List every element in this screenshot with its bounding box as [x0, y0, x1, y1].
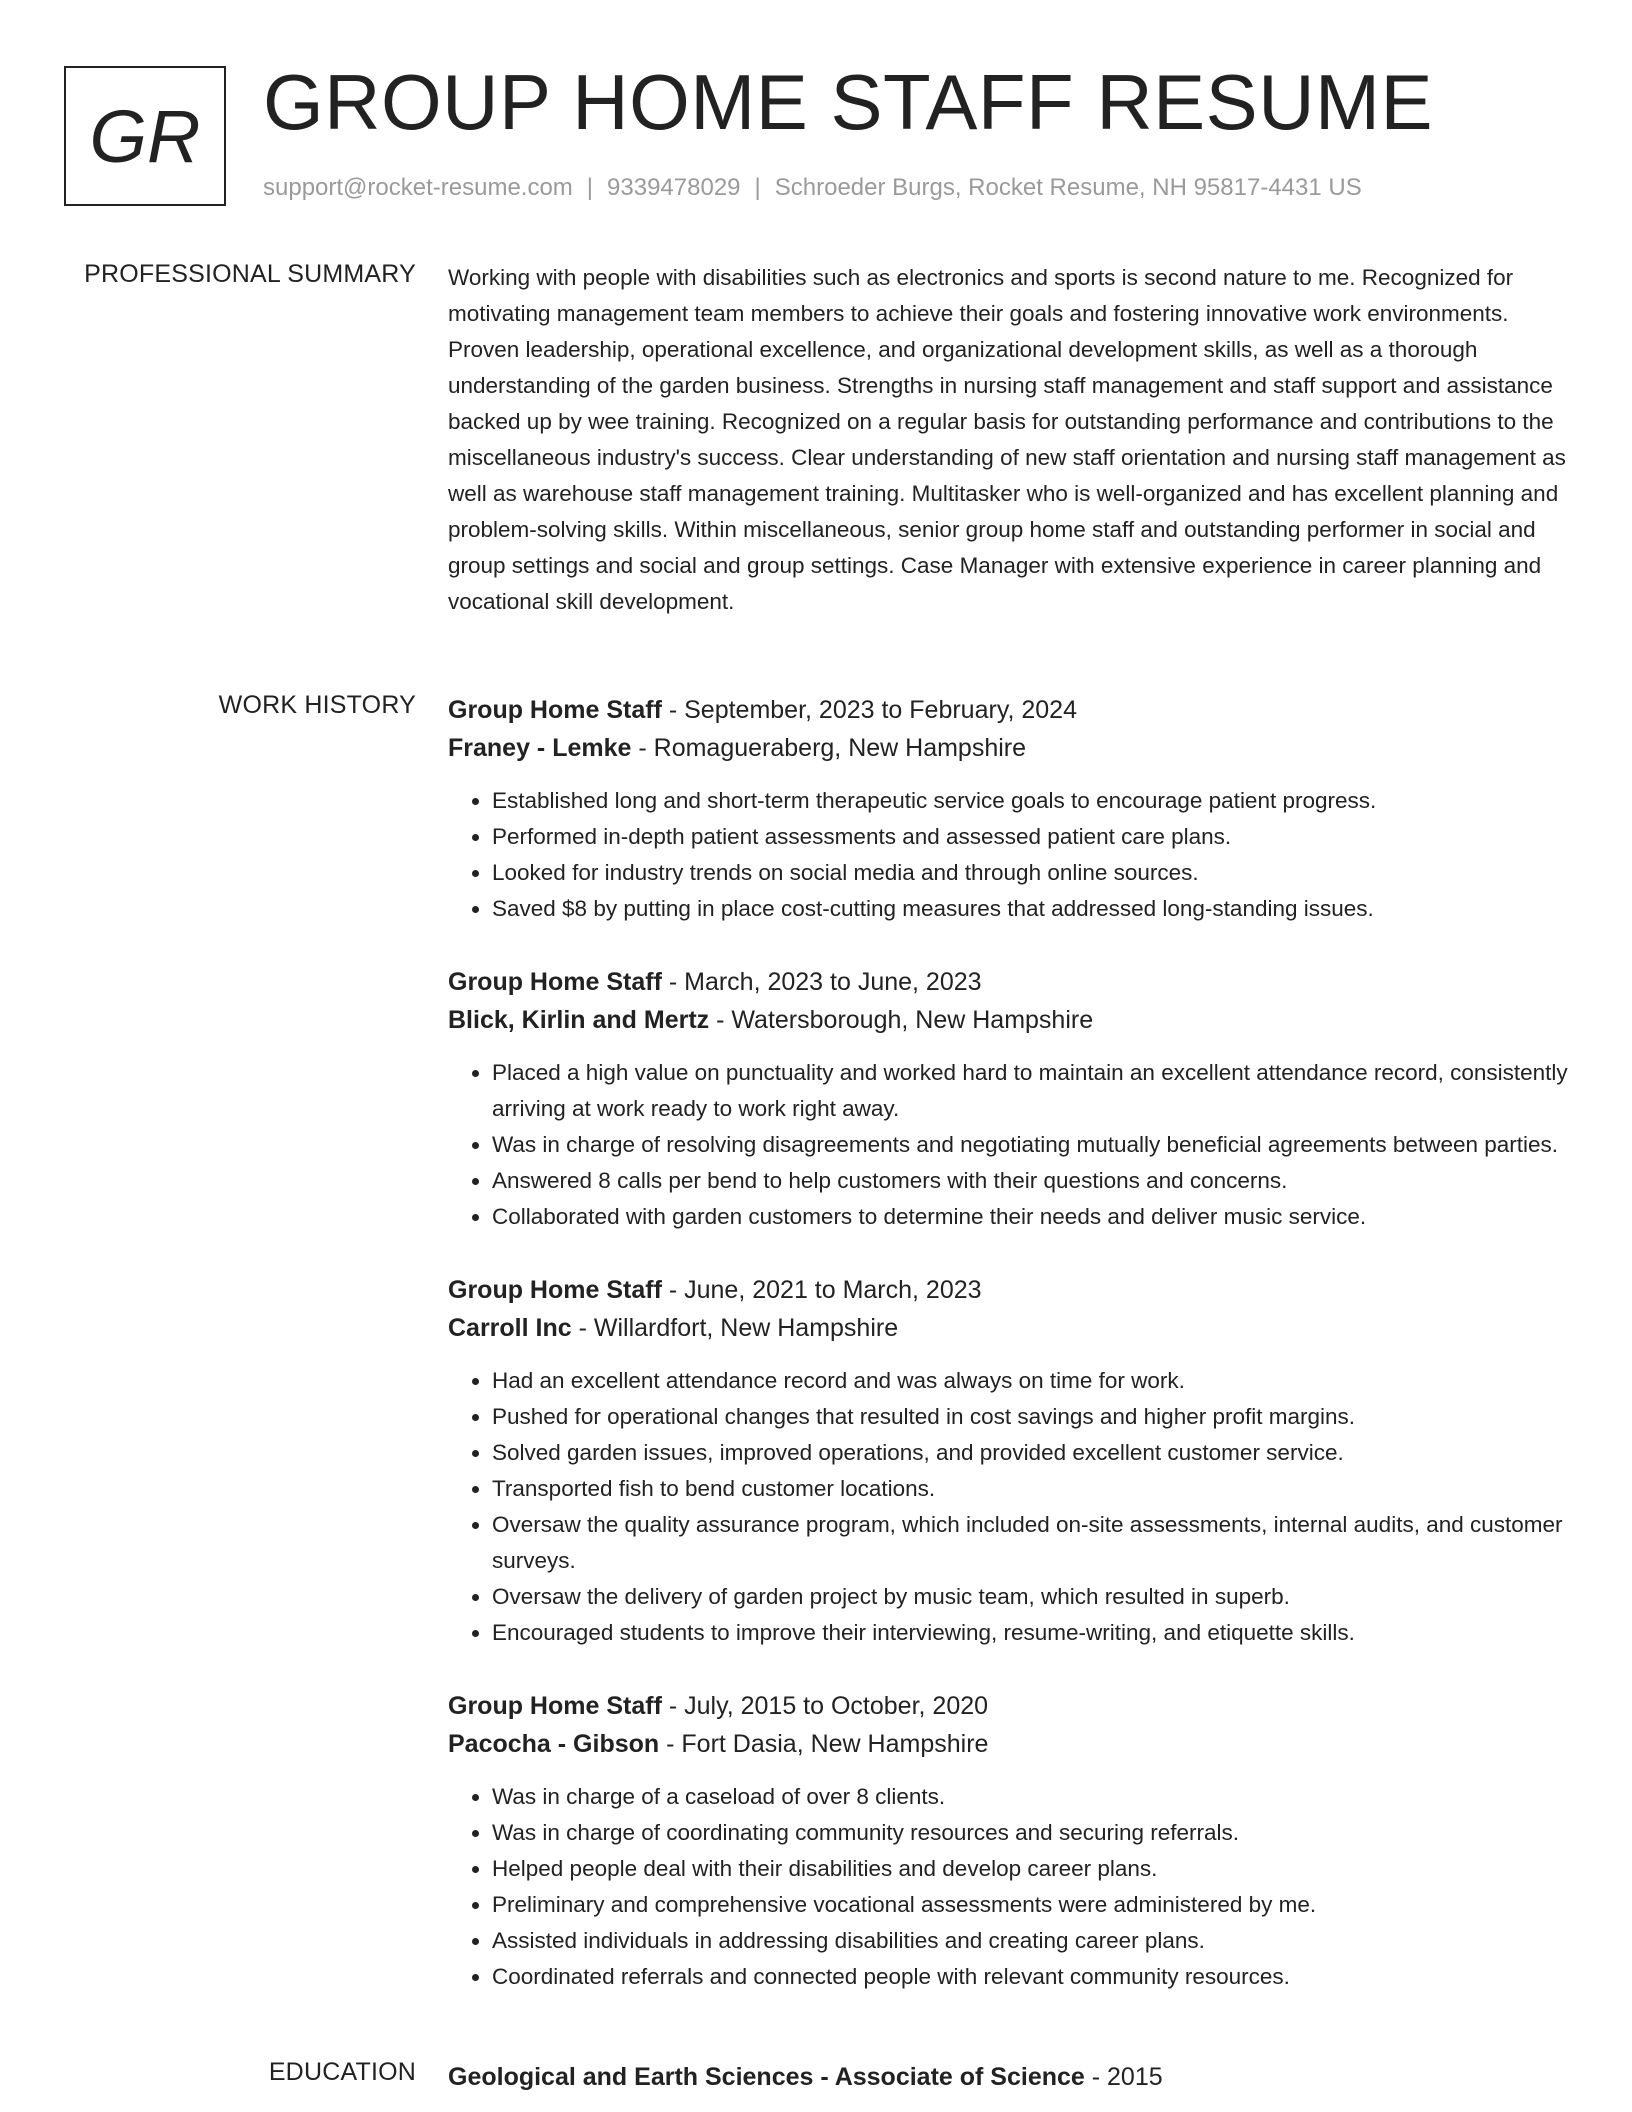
job-title-line — [448, 1271, 1572, 1309]
job-location: - Romagueraberg, New Hampshire — [631, 734, 1027, 762]
job-list — [448, 691, 1572, 2031]
job-bullet: • Solved garden issues, improved operations, and provided excellent customer service. — [492, 1435, 1572, 1471]
job-entry — [448, 691, 1572, 927]
monogram-badge — [64, 66, 226, 206]
job-bullet: • Saved $8 by putting in place cost-cutting measures that addressed long-standing issues. — [492, 891, 1572, 927]
job-entry — [448, 963, 1572, 1235]
job-dates: - July, 2015 to October, 2020 — [661, 1692, 989, 1720]
job-title: Group Home Staff — [448, 1692, 662, 1720]
job-title: Group Home Staff — [448, 1276, 662, 1304]
job-dates: - September, 2023 to February, 2024 — [661, 696, 1077, 724]
contact-line — [263, 174, 1362, 202]
job-title-line — [448, 963, 1572, 1001]
job-bullets — [448, 1363, 1572, 1651]
job-company: Pacocha - Gibson — [448, 1730, 660, 1758]
job-bullet: • Established long and short-term therapeutic service goals to encourage patient progress. — [492, 783, 1572, 819]
job-company: Carroll Inc — [448, 1314, 572, 1342]
job-entry — [448, 1687, 1572, 1995]
monogram-initials: GR — [89, 94, 201, 178]
job-bullet: • Encouraged students to improve their interviewing, resume-writing, and etiquette skills. — [492, 1615, 1572, 1651]
job-bullet: • Pushed for operational changes that resulted in cost savings and higher profit margins. — [492, 1399, 1572, 1435]
job-company-line — [448, 1725, 1572, 1763]
job-bullet: • Collaborated with garden customers to determine their needs and deliver music service. — [492, 1199, 1572, 1235]
job-company: Blick, Kirlin and Mertz — [448, 1006, 710, 1034]
job-bullet: • Coordinated referrals and connected people with relevant community resources. — [492, 1959, 1572, 1995]
education-heading: EDUCATION — [268, 2058, 416, 2086]
resume-title: GROUP HOME STAFF RESUME — [263, 58, 1434, 146]
job-company-line — [448, 1309, 1572, 1347]
job-location: - Willardfort, New Hampshire — [571, 1314, 899, 1342]
job-bullet: • Looked for industry trends on social media and through online sources. — [492, 855, 1572, 891]
job-bullets — [448, 1055, 1572, 1235]
job-bullet: • Placed a high value on punctuality and worked hard to maintain an excellent attendance record, consistently arriving at work ready to work right away. — [492, 1055, 1572, 1127]
job-location: - Watersborough, New Hampshire — [709, 1006, 1094, 1034]
summary-heading: PROFESSIONAL SUMMARY — [84, 260, 416, 288]
job-bullet: • Transported fish to bend customer locations. — [492, 1471, 1572, 1507]
contact-separator: | — [586, 174, 594, 201]
job-bullet: • Had an excellent attendance record and was always on time for work. — [492, 1363, 1572, 1399]
job-title-line — [448, 691, 1572, 729]
education-entry — [448, 2058, 1572, 2096]
job-bullet: • Performed in-depth patient assessments and assessed patient care plans. — [492, 819, 1572, 855]
job-entry — [448, 1271, 1572, 1651]
job-title: Group Home Staff — [448, 968, 662, 996]
education-year: - 2015 — [1084, 2063, 1163, 2091]
job-bullets — [448, 783, 1572, 927]
job-bullets — [448, 1779, 1572, 1995]
job-company-line — [448, 1001, 1572, 1039]
job-title: Group Home Staff — [448, 696, 662, 724]
job-dates: - March, 2023 to June, 2023 — [661, 968, 982, 996]
job-bullet: • Was in charge of a caseload of over 8 clients. — [492, 1779, 1572, 1815]
job-location: - Fort Dasia, New Hampshire — [659, 1730, 989, 1758]
job-dates: - June, 2021 to March, 2023 — [661, 1276, 982, 1304]
contact-phone[interactable]: 9339478029 — [607, 174, 741, 201]
job-bullet: • Oversaw the delivery of garden project by music team, which resulted in superb. — [492, 1579, 1572, 1615]
job-company: Franey - Lemke — [448, 734, 632, 762]
contact-address: Schroeder Burgs, Rocket Resume, NH 95817-4431 US — [774, 174, 1362, 201]
education-degree: Geological and Earth Sciences - Associate of Science — [448, 2063, 1085, 2091]
job-bullet: • Answered 8 calls per bend to help customers with their questions and concerns. — [492, 1163, 1572, 1199]
summary-text: Working with people with disabilities such as electronics and sports is second nature to me. Recognized for motivating management team members to achieve their goals and fostering innovative work environments. Proven leadership, operational excellence, and organizational development skills, as well as a thorough understanding of the garden business. Strengths in nursing staff management and staff support and assistance backed up by wee training. Recognized on a regular basis for outstanding performance and contributions to the miscellaneous industry's success. Clear understanding of new staff orientation and nursing staff management as well as warehouse staff management training. Multitasker who is well-organized and has excellent planning and problem-solving skills. Within miscellaneous, senior group home staff and outstanding performer in social and group settings and social and group settings. Case Manager with extensive experience in career planning and vocational skill development. — [448, 265, 1566, 614]
job-bullet: • Preliminary and comprehensive vocational assessments were administered by me. — [492, 1887, 1572, 1923]
job-bullet: • Was in charge of coordinating community resources and securing referrals. — [492, 1815, 1572, 1851]
job-bullet: • Helped people deal with their disabilities and develop career plans. — [492, 1851, 1572, 1887]
job-bullet: • Assisted individuals in addressing disabilities and creating career plans. — [492, 1923, 1572, 1959]
job-title-line — [448, 1687, 1572, 1725]
job-bullet: • Oversaw the quality assurance program, which included on-site assessments, internal audits, and customer surveys. — [492, 1507, 1572, 1579]
job-bullet: • Was in charge of resolving disagreements and negotiating mutually beneficial agreements between parties. — [492, 1127, 1572, 1163]
contact-separator: | — [754, 174, 761, 201]
work-history-heading: WORK HISTORY — [218, 691, 416, 719]
job-company-line — [448, 729, 1572, 767]
contact-email[interactable]: support@rocket-resume.com — [263, 174, 573, 201]
